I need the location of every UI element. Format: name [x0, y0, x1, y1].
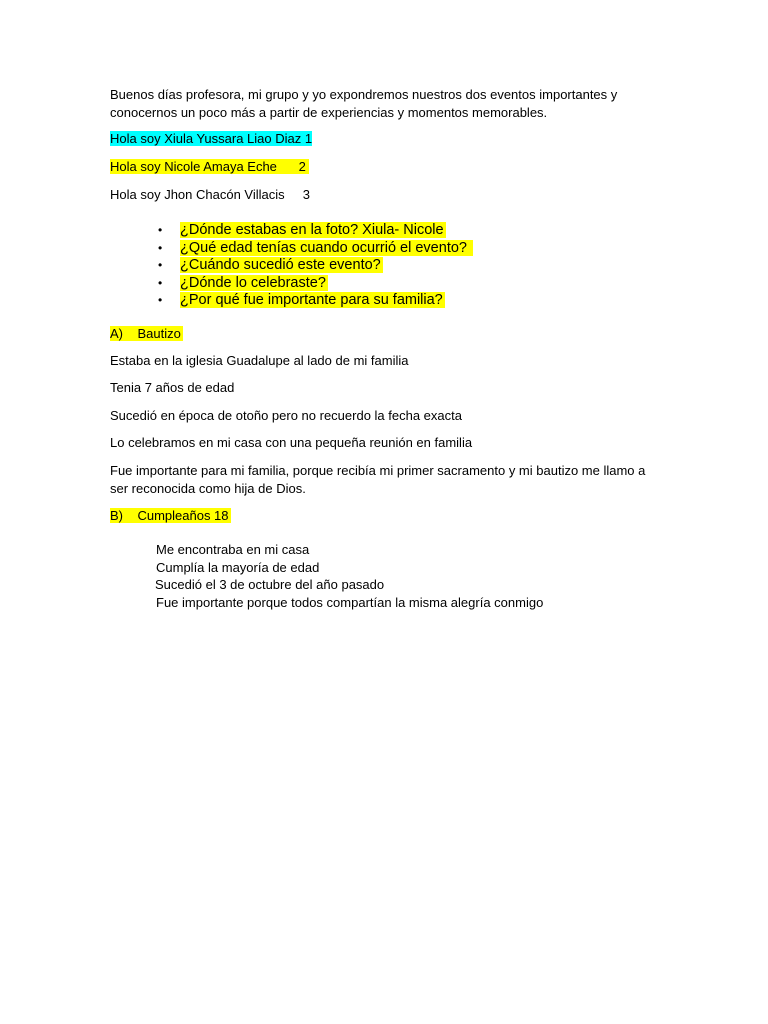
section-a-title: Bautizo: [137, 326, 181, 341]
question-item: [158, 275, 473, 293]
section-b-answer-1: Me encontraba en mi casa: [156, 542, 310, 557]
member-2-name: Hola soy Nicole Amaya Eche: [110, 159, 277, 174]
section-a-answer-3: Sucedió en época de otoño pero no recuerdo la fecha exacta: [110, 408, 462, 423]
section-a-heading: [110, 325, 183, 343]
question-item: [158, 240, 473, 258]
member-3-name: Hola soy Jhon Chacón Villacis: [110, 187, 285, 202]
question-text: ¿Cuándo sucedió este evento?: [180, 257, 381, 273]
question-text: ¿Dónde estabas en la foto? Xiula- Nicole: [180, 222, 444, 238]
section-b-answers: [156, 541, 543, 611]
section-a-answer-1: Estaba en la iglesia Guadalupe al lado de mi familia: [110, 353, 409, 368]
question-text: ¿Qué edad tenías cuando ocurrió el evento?: [180, 239, 471, 256]
section-b-heading: [110, 507, 231, 525]
section-b-highlight: [110, 508, 231, 523]
bullet-icon: •: [158, 223, 163, 237]
member-2-number: 2: [298, 159, 306, 174]
question-text: ¿Por qué fue importante para su familia?: [180, 292, 443, 308]
section-b-answer-3: Sucedió el 3 de octubre del año pasado: [155, 577, 385, 592]
bullet-icon: •: [158, 275, 163, 290]
member-1-number: 1: [304, 131, 313, 146]
member-line-3: [110, 186, 310, 204]
member-1-name: Hola soy Xiula Yussara Liao Diaz: [110, 131, 302, 146]
bullet-icon: •: [158, 240, 163, 255]
question-list: [158, 222, 473, 310]
section-a-marker: A): [110, 326, 123, 341]
section-a-highlight: [110, 326, 183, 341]
member-2-highlight: [110, 159, 309, 174]
intro-paragraph: Buenos días profesora, mi grupo y yo expondremos nuestros dos eventos importantes y conocernos un poco más a partir de experiencias y momentos memorables.: [110, 87, 621, 120]
question-item: [158, 257, 473, 275]
bullet-icon: •: [158, 258, 163, 272]
section-b-marker: B): [110, 508, 123, 523]
member-1-highlight: [110, 131, 312, 146]
section-b-answer-4: Fue importante porque todos compartían la misma alegría conmigo: [156, 594, 544, 610]
section-b-title: Cumpleaños 18: [137, 508, 229, 523]
section-a-answer-2: Tenia 7 años de edad: [110, 380, 235, 395]
section-a-answer-4: Lo celebramos en mi casa con una pequeña reunión en familia: [110, 435, 473, 450]
section-b-answer-2: Cumplía la mayoría de edad: [156, 559, 320, 575]
section-a-answer-5: Fue importante para mi familia, porque recibía mi primer sacramento y mi bautizo me llamo a ser reconocida como hija de Dios.: [110, 463, 649, 496]
question-text: ¿Dónde lo celebraste?: [180, 274, 326, 291]
question-item: [158, 222, 473, 240]
member-3-number: 3: [302, 187, 310, 202]
member-line-1: [110, 130, 312, 148]
member-line-2: [110, 158, 309, 176]
bullet-icon: •: [158, 293, 163, 307]
question-item: [158, 292, 473, 310]
